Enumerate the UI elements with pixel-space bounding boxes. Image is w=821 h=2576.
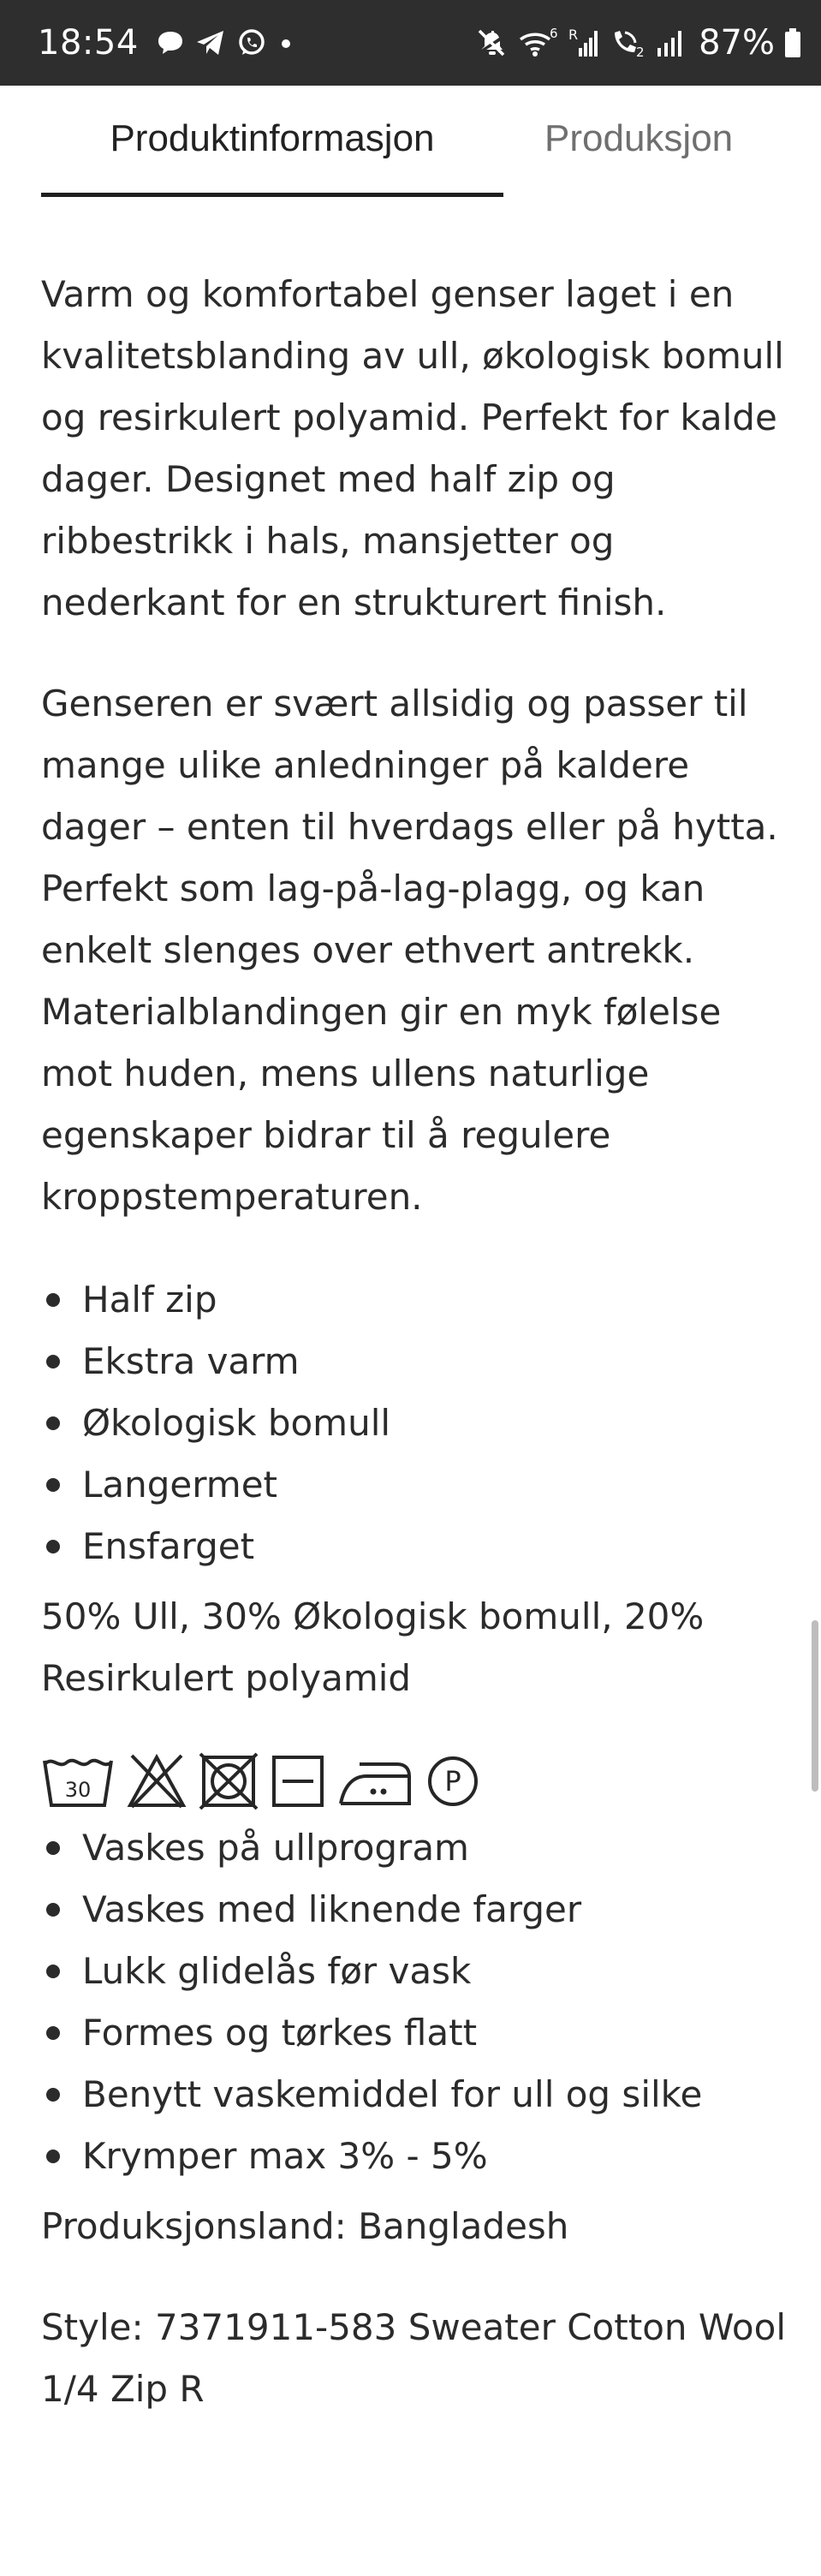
feature-text: Half zip	[82, 1279, 217, 1321]
care-text: Krymper max 3% - 5%	[82, 2135, 488, 2177]
bullet-icon	[46, 2088, 60, 2102]
dry-flat-icon	[271, 1752, 325, 1810]
tab-produktinformasjon[interactable]: Produktinformasjon	[41, 86, 503, 197]
list-item	[41, 1516, 786, 1577]
signal-r-icon	[567, 26, 601, 60]
care-symbols	[41, 1750, 786, 1812]
dry-clean-letter: P	[444, 1765, 461, 1798]
scrollbar-thumb[interactable]	[812, 1620, 818, 1792]
list-item	[41, 1392, 786, 1454]
signal-roaming-label: R	[568, 27, 579, 43]
list-item	[41, 1331, 786, 1392]
telegram-icon	[195, 28, 226, 57]
bullet-icon	[46, 2150, 60, 2163]
bullet-icon	[46, 1903, 60, 1917]
product-tabs	[41, 86, 821, 199]
dry-clean-p-icon	[425, 1752, 481, 1810]
feature-text: Ensfarget	[82, 1525, 255, 1567]
battery-percent: 87%	[699, 23, 775, 63]
care-instructions-list	[41, 1817, 786, 2187]
description-paragraph-2: Genseren er svært allsidig og passer til mange ulike anledninger på kaldere dager – enten til hverdags eller på hytta. Perfekt som lag-på-lag-plagg, og kan enkelt slenges over ethvert antrekk. Materialblandingen gir en myk følelse mot huden, mens ullens naturlige egenskaper bidrar til å regulere kroppstemperaturen.	[41, 683, 778, 1218]
list-item	[41, 2002, 786, 2064]
production-country: Produksjonsland: Bangladesh	[41, 2205, 569, 2247]
description-paragraph-1: Varm og komfortabel genser laget i en kvalitetsblanding av ull, økologisk bomull og resirkulert polyamid. Perfekt for kalde dager. Designet med half zip og ribbestrikk i hals, mansjetter og nederkant for en strukturert finish.	[41, 273, 784, 623]
battery-icon	[783, 26, 802, 60]
notification-icons	[156, 27, 294, 58]
iron-low-icon	[337, 1752, 413, 1810]
care-text: Benytt vaskemiddel for ull og silke	[82, 2073, 703, 2115]
no-tumble-dry-icon	[199, 1752, 259, 1810]
signal-icon	[656, 26, 687, 60]
wash-temp-label: 30	[64, 1778, 92, 1802]
bullet-icon	[46, 1540, 60, 1553]
style-number: Style: 7371911-583 Sweater Cotton Wool 1/4 Zip R	[41, 2306, 786, 2410]
wash-30-icon	[41, 1752, 115, 1810]
care-text: Vaskes med liknende farger	[82, 1888, 582, 1930]
tab-produksjon[interactable]: Produksjon	[544, 117, 734, 159]
bullet-icon	[46, 1478, 60, 1492]
whatsapp-icon	[236, 27, 267, 58]
system-icons	[474, 23, 802, 63]
care-text: Lukk glidelås før vask	[82, 1950, 472, 1992]
bullet-icon	[46, 1355, 60, 1368]
mute-icon	[474, 26, 509, 60]
feature-text: Økologisk bomull	[82, 1402, 391, 1444]
bullet-icon	[46, 1293, 60, 1307]
call-sim-label: 2	[636, 45, 645, 60]
status-bar	[0, 0, 821, 86]
list-item	[41, 1879, 786, 1941]
material-composition: 50% Ull, 30% Økologisk bomull, 20% Resirkulert polyamid	[41, 1595, 705, 1699]
wifi-icon	[517, 26, 558, 60]
list-item	[41, 1269, 786, 1331]
status-time: 18:54	[38, 23, 139, 63]
bullet-icon	[46, 1841, 60, 1855]
wifi-call-icon	[610, 26, 647, 60]
dot-icon	[277, 34, 294, 51]
product-info-content	[41, 264, 786, 2420]
list-item	[41, 2064, 786, 2126]
bullet-icon	[46, 2026, 60, 2040]
bullet-icon	[46, 1965, 60, 1978]
list-item	[41, 2126, 786, 2187]
feature-text: Ekstra varm	[82, 1340, 300, 1382]
list-item	[41, 1941, 786, 2002]
chat-bubble-icon	[156, 28, 185, 57]
feature-text: Langermet	[82, 1464, 278, 1506]
bullet-icon	[46, 1416, 60, 1430]
no-bleach-icon	[127, 1752, 187, 1810]
care-text: Vaskes på ullprogram	[82, 1827, 469, 1869]
list-item	[41, 1454, 786, 1516]
list-item	[41, 1817, 786, 1879]
wifi-sim-label: 6	[550, 26, 558, 41]
feature-list	[41, 1269, 786, 1577]
care-text: Formes og tørkes flatt	[82, 2012, 478, 2054]
